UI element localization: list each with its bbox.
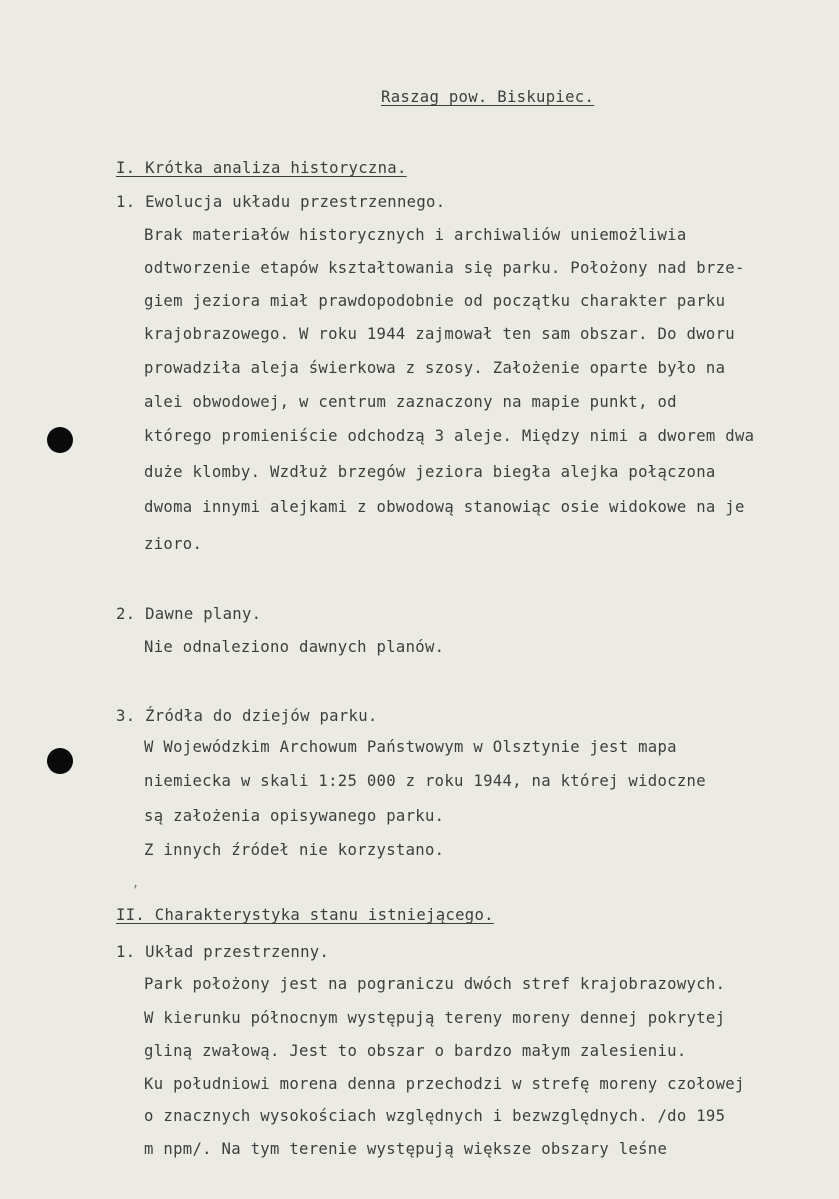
item-1-3-line: są założenia opisywanego parku. — [144, 807, 445, 825]
item-1-1-title: 1. Ewolucja układu przestrzennego. — [116, 193, 446, 211]
stray-mark: , — [132, 876, 140, 890]
punch-hole-bottom — [47, 748, 73, 774]
item-1-1-line: którego promieniście odchodzą 3 aleje. Między nimi a dworem dwa — [144, 427, 755, 445]
item-1-3-line: niemiecka w skali 1:25 000 z roku 1944, na której widoczne — [144, 772, 706, 790]
item-1-1-line: prowadziła aleja świerkowa z szosy. Założenie oparte było na — [144, 359, 726, 377]
item-2-1-line: Park położony jest na pograniczu dwóch stref krajobrazowych. — [144, 975, 726, 993]
item-2-1-line: o znacznych wysokościach względnych i bezwzględnych. /do 195 — [144, 1107, 726, 1125]
item-1-1-line: alei obwodowej, w centrum zaznaczony na mapie punkt, od — [144, 393, 677, 411]
section-2-heading: II. Charakterystyka stanu istniejącego. — [116, 906, 494, 924]
item-1-1-line: dwoma innymi alejkami z obwodową stanowiąc osie widokowe na je — [144, 498, 745, 516]
item-2-1-line: W kierunku północnym występują tereny moreny dennej pokrytej — [144, 1009, 726, 1027]
item-1-1-line: duże klomby. Wzdłuż brzegów jeziora biegła alejka połączona — [144, 463, 716, 481]
item-1-3-line: Z innych źródeł nie korzystano. — [144, 841, 445, 859]
item-1-2-title: 2. Dawne plany. — [116, 605, 262, 623]
item-2-1-line: Ku południowi morena denna przechodzi w strefę moreny czołowej — [144, 1075, 745, 1093]
item-1-1-line: krajobrazowego. W roku 1944 zajmował ten sam obszar. Do dworu — [144, 325, 735, 343]
section-1-heading: I. Krótka analiza historyczna. — [116, 159, 407, 177]
item-1-3-line: W Wojewódzkim Archowum Państwowym w Olsztynie jest mapa — [144, 738, 677, 756]
item-1-2-line: Nie odnaleziono dawnych planów. — [144, 638, 445, 656]
item-1-1-line: odtworzenie etapów kształtowania się parku. Położony nad brze- — [144, 259, 745, 277]
item-1-1-line: Brak materiałów historycznych i archiwaliów uniemożliwia — [144, 226, 687, 244]
punch-hole-top — [47, 427, 73, 453]
item-2-1-title: 1. Układ przestrzenny. — [116, 943, 330, 961]
item-1-3-title: 3. Źródła do dziejów parku. — [116, 707, 378, 725]
item-2-1-line: m npm/. Na tym terenie występują większe obszary leśne — [144, 1140, 668, 1158]
item-2-1-line: gliną zwałową. Jest to obszar o bardzo małym zalesieniu. — [144, 1042, 687, 1060]
document-title: Raszag pow. Biskupiec. — [381, 88, 595, 106]
item-1-1-line: zioro. — [144, 535, 203, 553]
item-1-1-line: giem jeziora miał prawdopodobnie od początku charakter parku — [144, 292, 726, 310]
